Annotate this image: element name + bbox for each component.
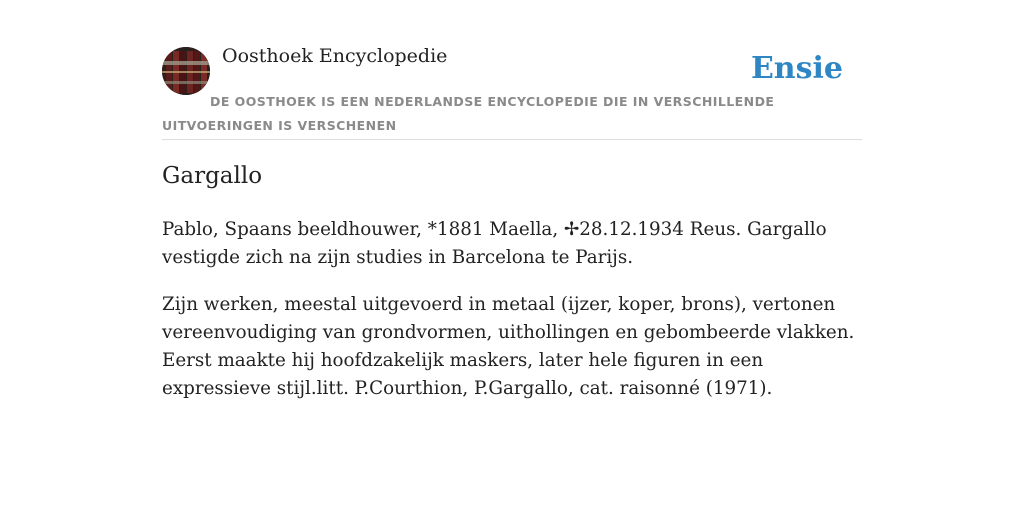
article-paragraph: Pablo, Spaans beeldhouwer, *1881 Maella, ✢28.12.1934 Reus. Gargallo vestigde zich na zijn studies in Barcelona te Parijs.	[162, 219, 827, 268]
site-header	[162, 0, 862, 140]
site-title[interactable]: Oosthoek Encyclopedie	[222, 45, 448, 67]
books-icon	[162, 47, 210, 95]
article-title: Gargallo	[162, 163, 263, 189]
brand-logo-link[interactable]: Ensie	[750, 51, 843, 86]
site-tagline: DE OOSTHOEK IS EEN NEDERLANDSE ENCYCLOPEDIE DIE IN VERSCHILLENDE UITVOERINGEN IS VERSCHENEN	[162, 94, 775, 133]
encyclopedia-books-avatar[interactable]	[162, 47, 210, 95]
page-container	[162, 0, 862, 399]
article-paragraph: Zijn werken, meestal uitgevoerd in metaal (ijzer, koper, brons), vertonen vereenvoudiging van grondvormen, uithollingen en gebombeerde vlakken. Eerst maakte hij hoofdzakelijk maskers, later hele figuren in een expressieve stijl.litt. P.Courthion, P.Gargallo, cat. raisonné (1971).	[162, 294, 855, 399]
